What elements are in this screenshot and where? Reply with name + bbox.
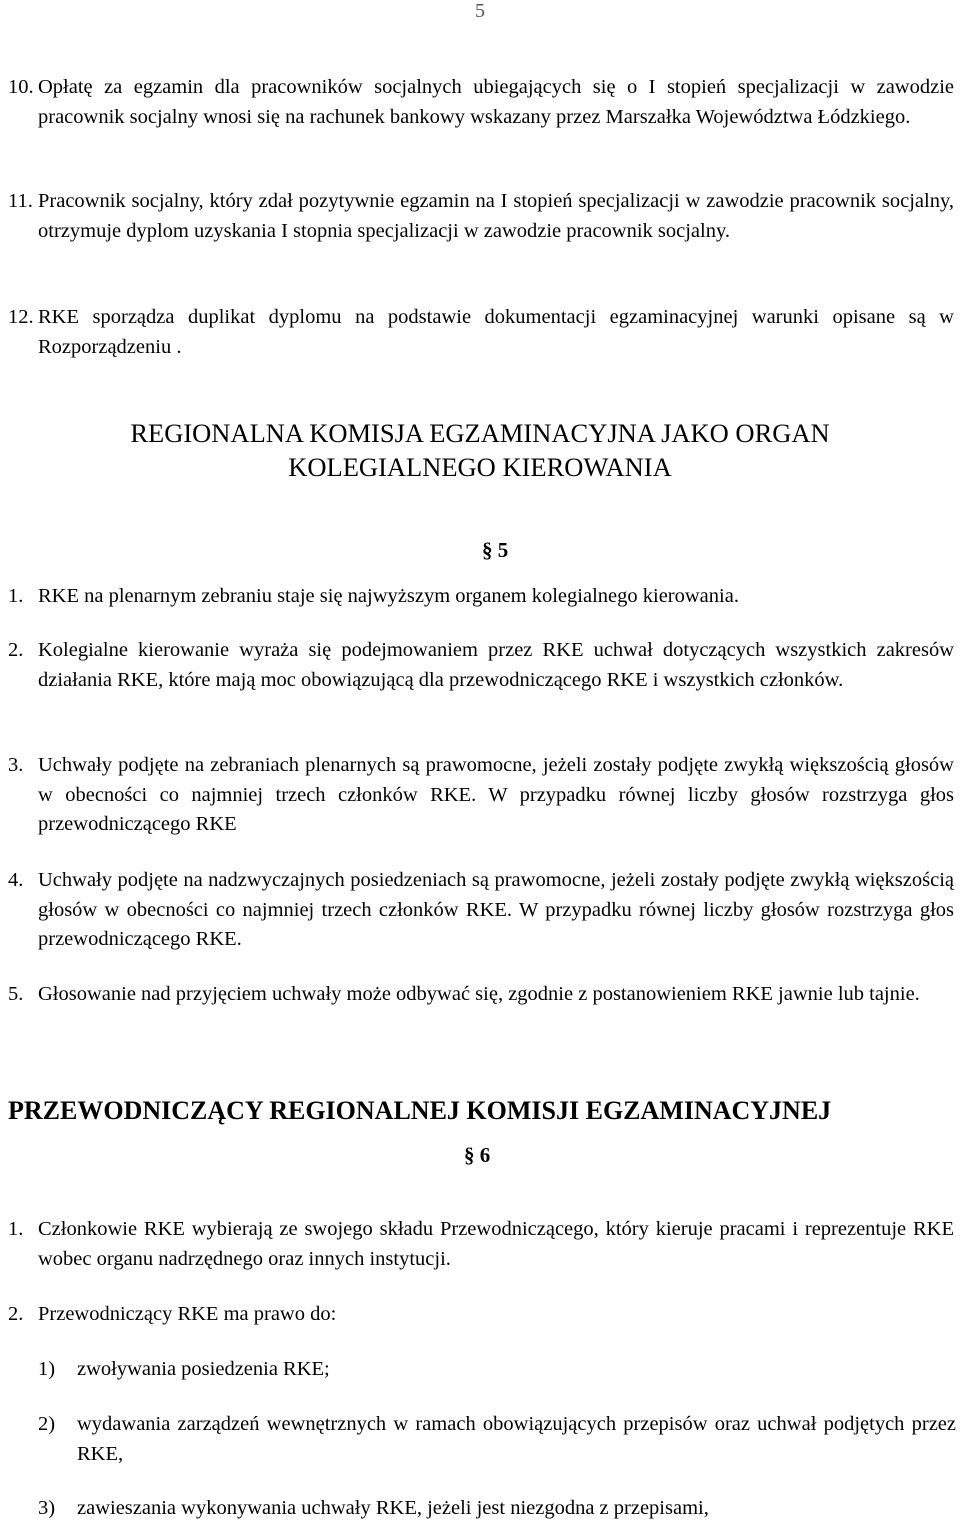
paragraph-text: Kolegialne kierowanie wyraża się podejmowaniem przez RKE uchwał dotyczących wszystkich zakresów działania RKE, które mają moc obowiązującą dla przewodniczącego RKE i wszystkich członków. <box>38 639 954 691</box>
paragraph-number: 10. <box>8 76 34 98</box>
paragraph-text: Opłatę za egzamin dla pracowników socjalnych ubiegających się o I stopień specjalizacji w zawodzie pracownik socjalny wnosi się na rachunek bankowy wskazany przez Marszałka Województwa Łódzkiego. <box>38 76 954 128</box>
paragraph-s5-5 <box>8 980 954 1040</box>
paragraph-s6-1 <box>8 1215 954 1275</box>
paragraph-s5-1 <box>8 582 954 612</box>
section-number-6: § 6 <box>464 1143 491 1167</box>
paragraph-number: 3. <box>8 754 24 776</box>
sub-item-number: 2) <box>38 1413 56 1435</box>
paragraph-number: 1. <box>8 1218 24 1240</box>
section-heading-commission <box>0 416 960 484</box>
sub-item-number: 3) <box>38 1497 56 1519</box>
sub-item-text: zwoływania posiedzenia RKE; <box>77 1358 330 1380</box>
sub-item-3 <box>38 1494 956 1524</box>
paragraph-number: 4. <box>8 869 24 891</box>
paragraph-10 <box>8 73 954 163</box>
paragraph-text: RKE na plenarnym zebraniu staje się najwyższym organem kolegialnego kierowania. <box>38 585 739 607</box>
paragraph-text: Pracownik socjalny, który zdał pozytywnie egzamin na I stopień specjalizacji w zawodzie pracownik socjalny, otrzymuje dyplom uzyskania I stopnia specjalizacji w zawodzie pracownik socjalny. <box>38 190 954 242</box>
sub-item-number: 1) <box>38 1358 56 1380</box>
paragraph-text: RKE sporządza duplikat dyplomu na podstawie dokumentacji egzaminacyjnej warunki opisane są w Rozporządzeniu . <box>38 306 954 358</box>
paragraph-text: Uchwały podjęte na zebraniach plenarnych są prawomocne, jeżeli zostały podjęte zwykłą większością głosów w obecności co najmniej trzech członków RKE. W przypadku równej liczby głosów rozstrzyga głos przewodniczącego RKE <box>38 754 954 835</box>
paragraph-text: Uchwały podjęte na nadzwyczajnych posiedzeniach są prawomocne, jeżeli zostały podjęte zwykłą większością głosów w obecności co najmniej trzech członków RKE. W przypadku równej liczby głosów rozstrzyga głos przewodniczącego RKE. <box>38 869 954 950</box>
paragraph-number: 12. <box>8 306 34 328</box>
section-number-5: § 5 <box>482 538 509 562</box>
paragraph-text: Głosowanie nad przyjęciem uchwały może odbywać się, zgodnie z postanowieniem RKE jawnie lub tajnie. <box>38 983 920 1005</box>
paragraph-s5-4 <box>8 866 954 956</box>
heading-line: REGIONALNA KOMISJA EGZAMINACYJNA JAKO ORGAN <box>130 418 830 448</box>
sub-item-text: zawieszania wykonywania uchwały RKE, jeżeli jest niezgodna z przepisami, <box>77 1497 709 1519</box>
section-heading-chairman: PRZEWODNICZĄCY REGIONALNEJ KOMISJI EGZAMINACYJNEJ <box>8 1096 832 1125</box>
heading-line: KOLEGIALNEGO KIEROWANIA <box>288 452 672 482</box>
paragraph-number: 11. <box>8 190 33 212</box>
paragraph-text: Przewodniczący RKE ma prawo do: <box>38 1303 337 1325</box>
paragraph-number: 2. <box>8 1303 24 1325</box>
paragraph-number: 1. <box>8 585 24 607</box>
sub-item-1 <box>38 1355 956 1385</box>
page-number: 5 <box>475 0 485 22</box>
paragraph-text: Członkowie RKE wybierają ze swojego składu Przewodniczącego, który kieruje pracami i reprezentuje RKE wobec organu nadrzędnego oraz innych instytucji. <box>38 1218 954 1270</box>
sub-item-2 <box>38 1410 956 1470</box>
sub-item-text: wydawania zarządzeń wewnętrznych w ramach obowiązujących przepisów oraz uchwał podjętych przez RKE, <box>77 1413 956 1465</box>
paragraph-11 <box>8 187 954 277</box>
paragraph-number: 2. <box>8 639 24 661</box>
paragraph-number: 5. <box>8 983 24 1005</box>
paragraph-s6-2 <box>8 1300 954 1330</box>
paragraph-s5-3 <box>8 751 954 841</box>
paragraph-12 <box>8 303 954 363</box>
paragraph-s5-2 <box>8 636 954 726</box>
